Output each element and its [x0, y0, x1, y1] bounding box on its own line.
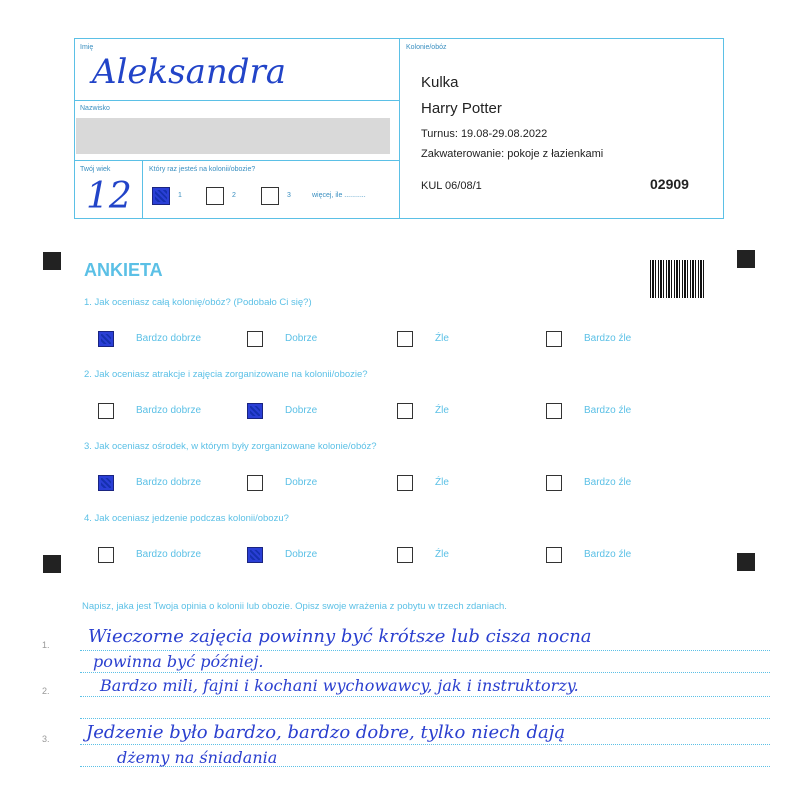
answer-line — [80, 672, 770, 673]
question-1-text: 1. Jak oceniasz całą kolonię/obóz? (Podobało Ci się?) — [84, 297, 312, 308]
question-4-option-1-checkbox[interactable] — [98, 547, 114, 563]
question-4-option-3-label: Źle — [435, 549, 449, 560]
registration-marker-top-left — [43, 252, 61, 270]
answer-text-3b: dżemy na śniadania — [117, 748, 278, 767]
registration-marker-bottom-left — [43, 555, 61, 573]
imie-label: Imię — [80, 44, 94, 51]
answer-line — [80, 650, 770, 651]
question-3-option-2-label: Dobrze — [285, 477, 318, 488]
question-4-option-4-checkbox[interactable] — [546, 547, 562, 563]
opinion-prompt: Napisz, jaka jest Twoja opinia o kolonii lub obozie. Opisz swoje wrażenia z pobytu w trzech zdaniach. — [82, 601, 507, 612]
camp-theme: Harry Potter — [421, 100, 502, 117]
question-2-option-4-label: Bardzo źle — [584, 405, 632, 416]
question-2-option-1-checkbox[interactable] — [98, 403, 114, 419]
question-2-option-4-checkbox[interactable] — [546, 403, 562, 419]
line-number-1: 1. — [42, 640, 50, 650]
visit-option-2-label: 2 — [232, 192, 236, 199]
question-3-option-1-checkbox[interactable] — [98, 475, 114, 491]
visit-option-more-label: więcej, ile ........... — [312, 192, 366, 199]
question-4-option-3-checkbox[interactable] — [397, 547, 413, 563]
answer-line — [80, 718, 770, 719]
answer-line — [80, 744, 770, 745]
question-1-option-3-checkbox[interactable] — [397, 331, 413, 347]
visit-option-2-checkbox[interactable] — [206, 187, 224, 205]
form-number: 02909 — [650, 176, 689, 192]
registration-marker-bottom-right — [737, 553, 755, 571]
question-4-option-4-label: Bardzo źle — [584, 549, 632, 560]
imie-value: Aleksandra — [92, 52, 287, 92]
question-2-option-3-checkbox[interactable] — [397, 403, 413, 419]
visit-option-1-label: 1 — [178, 192, 182, 199]
question-4-text: 4. Jak oceniasz jedzenie podczas kolonii/obozu? — [84, 513, 289, 524]
line-number-2: 2. — [42, 686, 50, 696]
survey-title: ANKIETA — [84, 260, 163, 280]
barcode — [650, 260, 704, 298]
question-2-option-2-label: Dobrze — [285, 405, 318, 416]
wiek-value: 12 — [86, 176, 132, 217]
question-3-option-4-checkbox[interactable] — [546, 475, 562, 491]
name-divider — [74, 100, 400, 101]
question-2-text: 2. Jak oceniasz atrakcje i zajęcia zorganizowane na kolonii/obozie? — [84, 369, 368, 380]
question-1-option-2-checkbox[interactable] — [247, 331, 263, 347]
question-1-option-4-checkbox[interactable] — [546, 331, 562, 347]
answer-text-3a: Jedzenie było bardzo, bardzo dobre, tylko niech dają — [86, 722, 566, 743]
turnus-text: Turnus: 19.08-29.08.2022 — [421, 128, 548, 140]
answer-line — [80, 696, 770, 697]
answer-text-1a: Wieczorne zajęcia powinny być krótsze lub cisza nocna — [88, 626, 592, 647]
question-2-option-1-label: Bardzo dobrze — [136, 405, 202, 416]
visit-option-3-label: 3 — [287, 192, 291, 199]
question-1-option-1-checkbox[interactable] — [98, 331, 114, 347]
answer-text-2: Bardzo mili, fajni i kochani wychowawcy, jak i instruktorzy. — [100, 676, 579, 695]
question-1-option-3-label: Źle — [435, 333, 449, 344]
camp-name: Kulka — [421, 74, 459, 91]
question-1-option-1-label: Bardzo dobrze — [136, 333, 202, 344]
question-1-option-4-label: Bardzo źle — [584, 333, 632, 344]
visit-option-3-checkbox[interactable] — [261, 187, 279, 205]
question-3-option-2-checkbox[interactable] — [247, 475, 263, 491]
redacted-surname — [76, 118, 390, 154]
visit-option-1-checkbox[interactable] — [152, 187, 170, 205]
question-3-option-3-checkbox[interactable] — [397, 475, 413, 491]
zakwaterowanie-text: Zakwaterowanie: pokoje z łazienkami — [421, 148, 604, 160]
question-2-option-3-label: Źle — [435, 405, 449, 416]
question-4-option-2-label: Dobrze — [285, 549, 318, 560]
question-3-option-3-label: Źle — [435, 477, 449, 488]
question-3-text: 3. Jak oceniasz ośrodek, w którym były zorganizowane kolonie/obóz? — [84, 441, 377, 452]
nazwisko-label: Nazwisko — [80, 105, 110, 112]
wiek-label: Twój wiek — [80, 166, 111, 173]
question-2-option-2-checkbox[interactable] — [247, 403, 263, 419]
camp-code: KUL 06/08/1 — [421, 180, 482, 192]
ktory-raz-label: Który raz jesteś na kolonii/obozie? — [149, 166, 256, 173]
kolonie-label: Kolonie/obóz — [406, 44, 447, 51]
question-3-option-4-label: Bardzo źle — [584, 477, 632, 488]
surname-divider — [74, 160, 400, 161]
question-4-option-1-label: Bardzo dobrze — [136, 549, 202, 560]
answer-text-1b: powinna być później. — [93, 652, 264, 671]
registration-marker-top-right — [737, 250, 755, 268]
line-number-3: 3. — [42, 734, 50, 744]
question-1-option-2-label: Dobrze — [285, 333, 318, 344]
question-4-option-2-checkbox[interactable] — [247, 547, 263, 563]
question-3-option-1-label: Bardzo dobrze — [136, 477, 202, 488]
age-divider — [142, 160, 143, 218]
